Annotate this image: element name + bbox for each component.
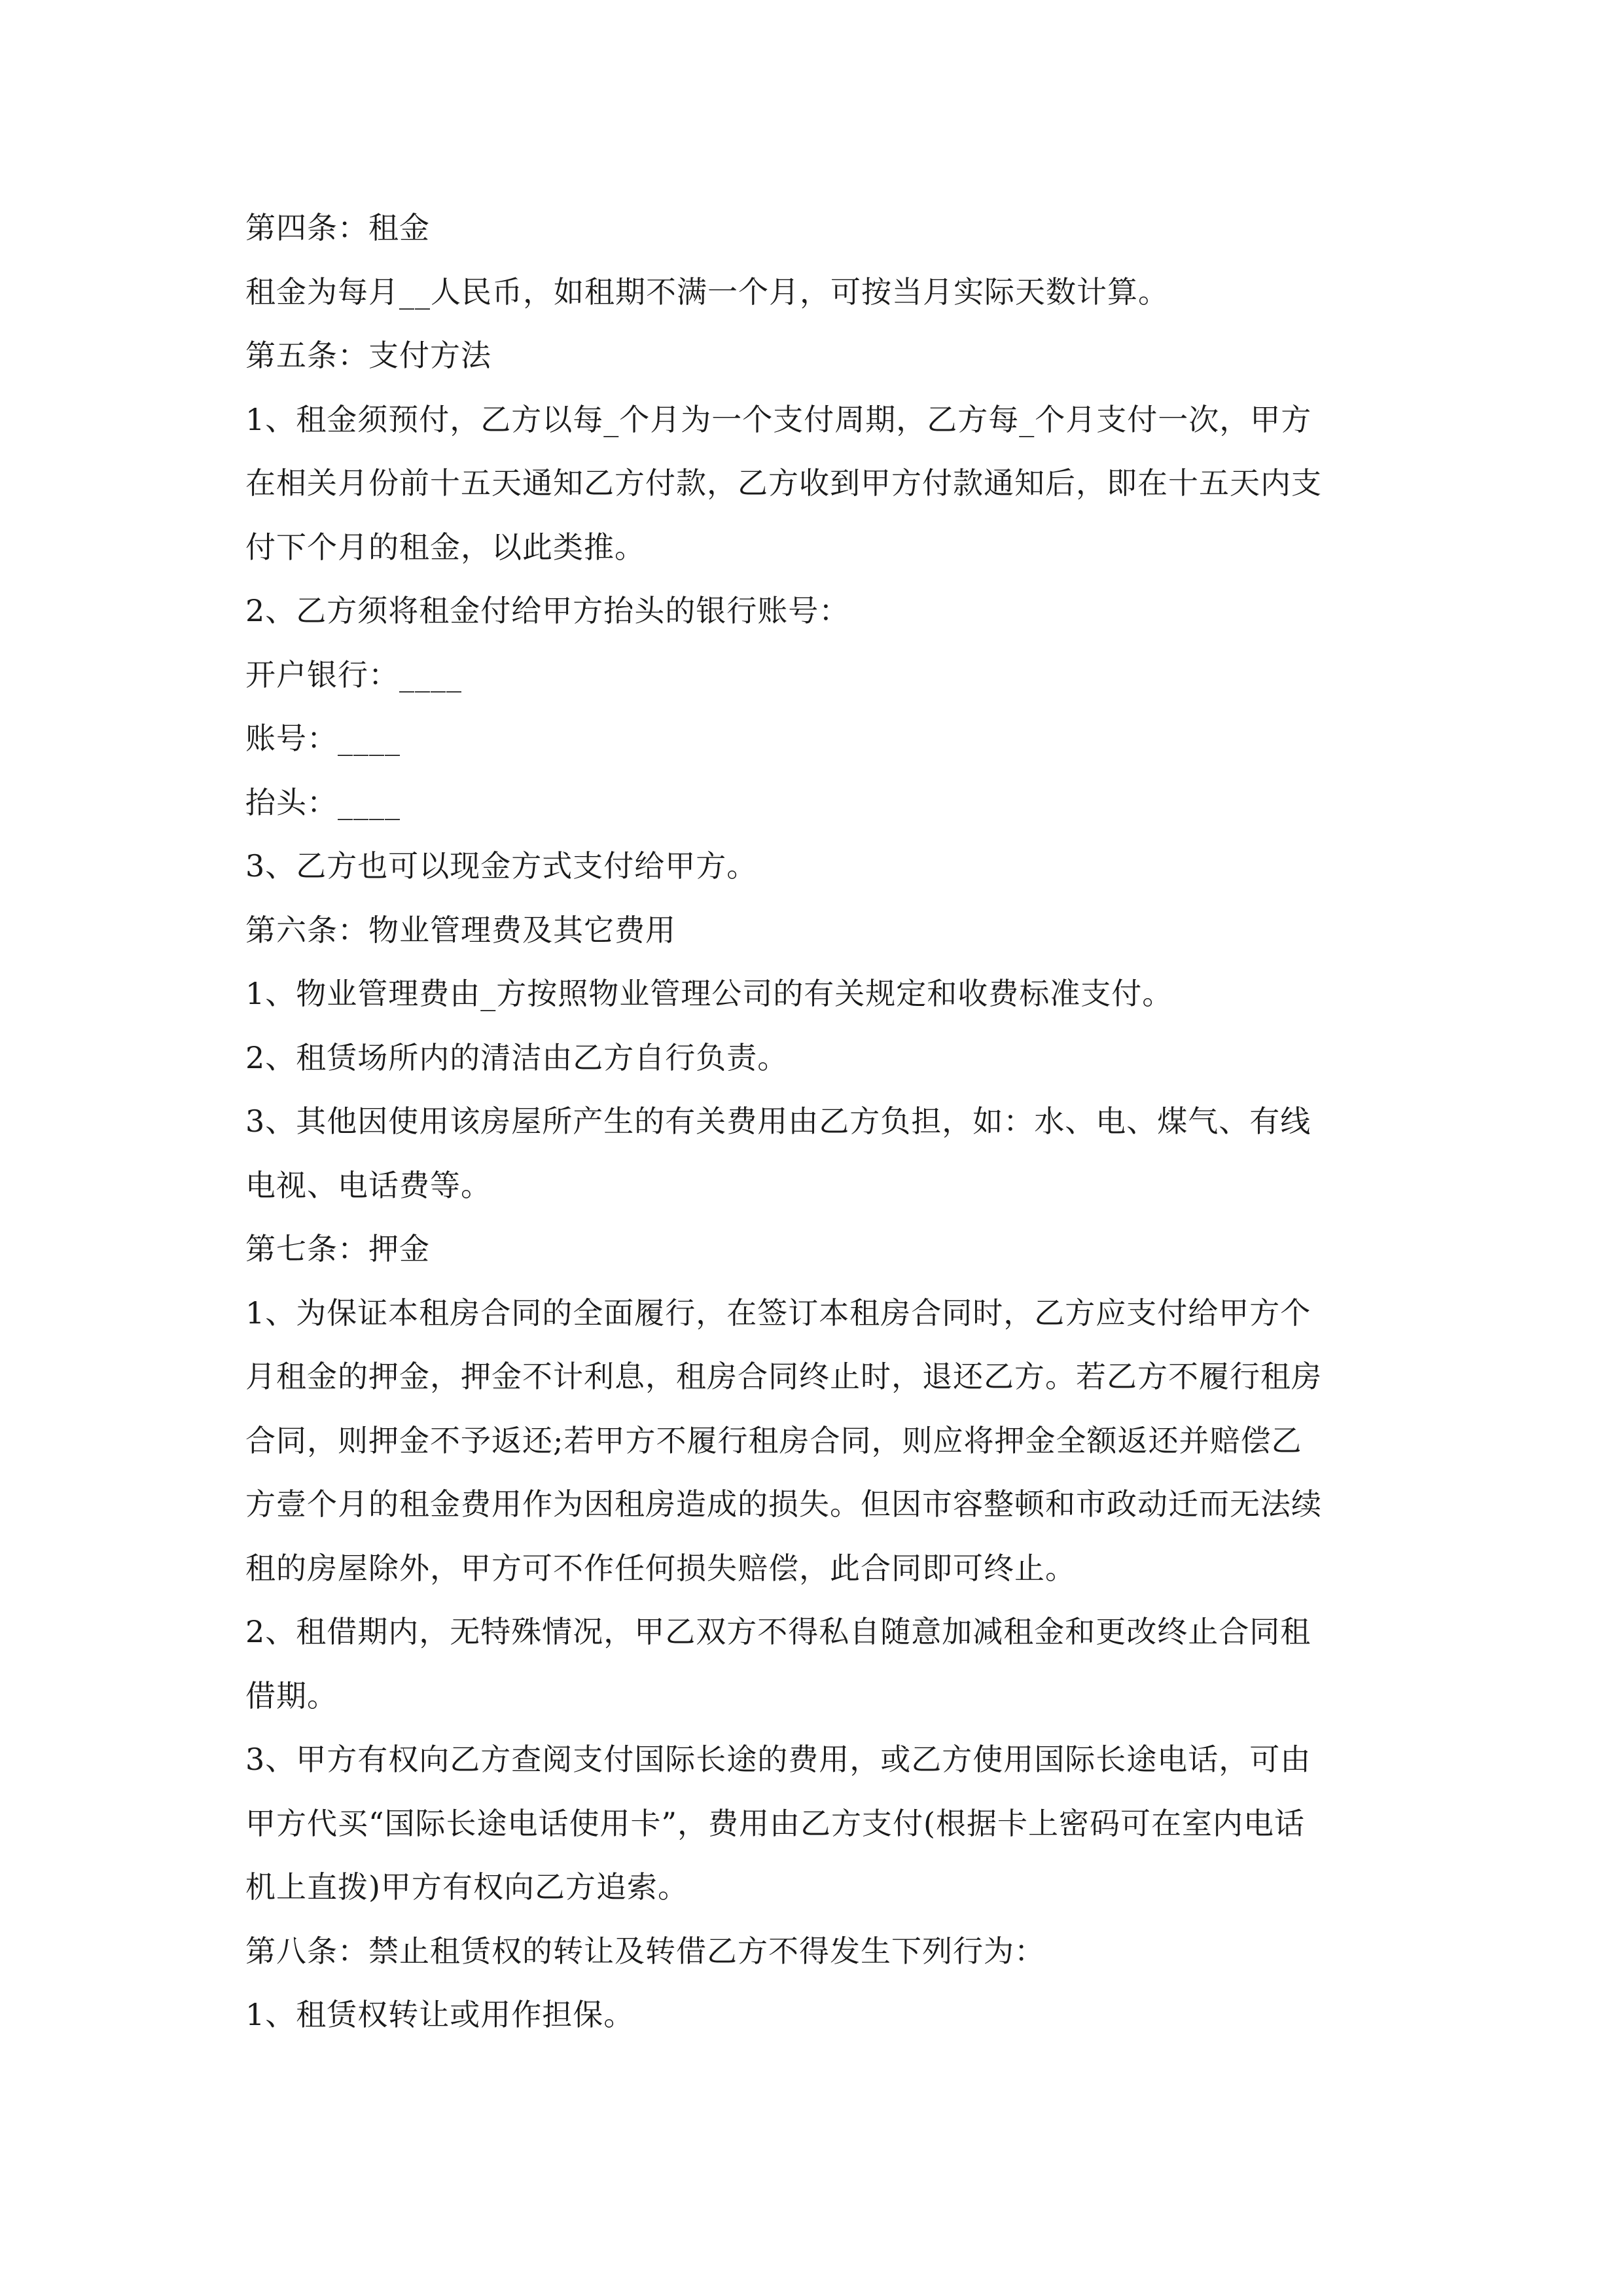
text-line: 3、乙方也可以现金方式支付给甲方。	[245, 848, 758, 884]
text-line: 甲方代买“国际长途电话使用卡”，费用由乙方支付(根据卡上密码可在室内电话	[245, 1805, 1305, 1841]
document-body	[245, 196, 1381, 2047]
article-7-heading: 第七条：押金	[245, 1231, 430, 1266]
text-line: 机上直拨)甲方有权向乙方追索。	[245, 1869, 688, 1905]
text-line: 合同，则押金不予返还;若甲方不履行租房合同，则应将押金全额返还并赔偿乙	[245, 1422, 1302, 1458]
text-line: 3、甲方有权向乙方查阅支付国际长途的费用，或乙方使用国际长途电话，可由	[245, 1742, 1311, 1777]
article-6-heading: 第六条：物业管理费及其它费用	[245, 912, 676, 948]
text-line: 1、租赁权转让或用作担保。	[245, 1997, 635, 2032]
text-line: 租的房屋除外，甲方可不作任何损失赔偿，此合同即可终止。	[245, 1550, 1076, 1586]
text-line: 1、租金须预付，乙方以每_个月为一个支付周期，乙方每_个月支付一次，甲方	[245, 401, 1312, 437]
text-line: 付下个月的租金，以此类推。	[245, 529, 645, 565]
text-line: 1、物业管理费由_方按照物业管理公司的有关规定和收费标准支付。	[245, 976, 1173, 1011]
account-holder-field: 抬头：____	[245, 784, 401, 820]
text-line: 2、租赁场所内的清洁由乙方自行负责。	[245, 1039, 789, 1075]
text-line: 1、为保证本租房合同的全面履行，在签订本租房合同时，乙方应支付给甲方个	[245, 1295, 1311, 1331]
text-line: 借期。	[245, 1677, 338, 1713]
article-8-heading: 第八条：禁止租赁权的转让及转借乙方不得发生下列行为：	[245, 1933, 1045, 1969]
account-number-field: 账号：____	[245, 721, 401, 756]
article-4-heading: 第四条：租金	[245, 210, 430, 245]
text-line: 3、其他因使用该房屋所产生的有关费用由乙方负担，如：水、电、煤气、有线	[245, 1103, 1311, 1139]
text-line: 在相关月份前十五天通知乙方付款，乙方收到甲方付款通知后，即在十五天内支	[245, 465, 1322, 501]
bank-name-field: 开户银行：____	[245, 656, 462, 692]
text-line: 租金为每月__人民币，如租期不满一个月，可按当月实际天数计算。	[245, 274, 1169, 310]
text-line: 2、乙方须将租金付给甲方抬头的银行账号：	[245, 593, 850, 628]
text-line: 月租金的押金，押金不计利息，租房合同终止时，退还乙方。若乙方不履行租房	[245, 1359, 1322, 1394]
text-line: 电视、电话费等。	[245, 1167, 491, 1203]
text-line: 方壹个月的租金费用作为因租房造成的损失。但因市容整顿和市政动迁而无法续	[245, 1486, 1322, 1522]
article-5-heading: 第五条：支付方法	[245, 338, 491, 373]
text-line: 2、租借期内，无特殊情况，甲乙双方不得私自随意加减租金和更改终止合同租	[245, 1614, 1311, 1649]
